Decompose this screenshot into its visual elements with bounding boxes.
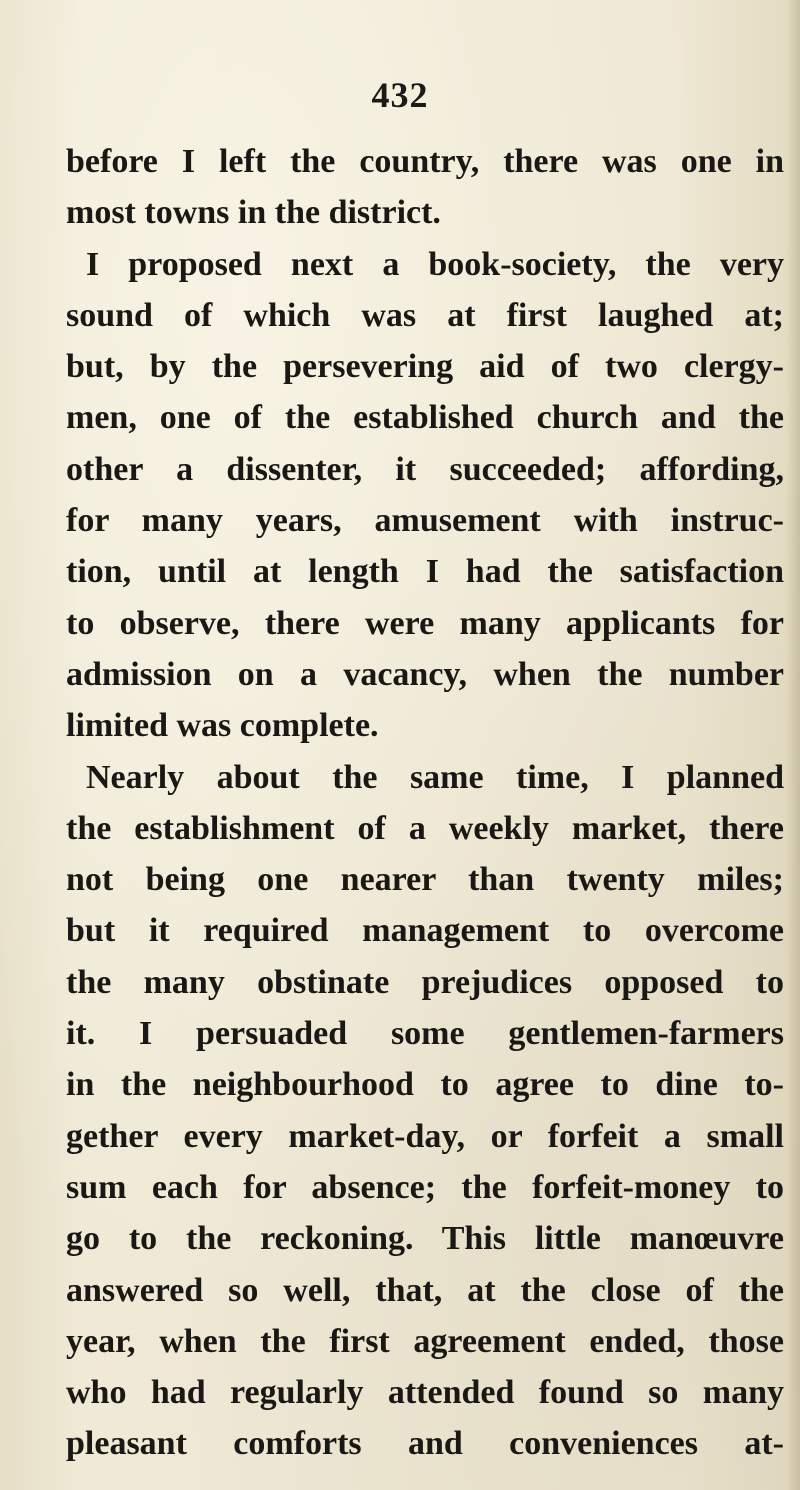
text-line: who had regularly attended found so many — [66, 1374, 784, 1412]
text-line: sum each for absence; the forfeit-money to — [66, 1168, 784, 1206]
text-line: pleasant comforts and conveniences at- — [66, 1425, 784, 1463]
text-line: to observe, there were many applicants for — [66, 604, 784, 642]
text-line: Nearly about the same time, I planned — [86, 758, 784, 796]
text-line: but it required management to overcome — [66, 912, 784, 950]
text-line: it. I persuaded some gentlemen-farmers — [66, 1015, 784, 1053]
text-line: the many obstinate prejudices opposed to — [66, 963, 784, 1001]
text-line: men, one of the established church and the — [66, 399, 784, 437]
text-line: go to the reckoning. This little manœuvre — [66, 1220, 784, 1258]
text-line: before I left the country, there was one in — [66, 143, 784, 180]
text-line: the establishment of a weekly market, there — [66, 809, 784, 847]
text-line: sound of which was at first laughed at; — [66, 296, 784, 334]
text-line: admission on a vacancy, when the number — [66, 655, 784, 693]
text-line: not being one nearer than twenty miles; — [66, 861, 784, 899]
page-number: 432 — [371, 75, 429, 115]
text-line: for many years, amusement with instruc- — [66, 502, 784, 540]
text-line: other a dissenter, it succeeded; affording, — [66, 450, 784, 488]
text-line: in the neighbourhood to agree to dine to- — [66, 1066, 784, 1104]
text-line: answered so well, that, at the close of the — [66, 1271, 784, 1309]
body-text — [66, 136, 784, 1470]
page-edge-shadow — [786, 0, 800, 1490]
text-line: limited was complete. — [66, 707, 379, 745]
text-line: gether every market-day, or forfeit a small — [66, 1117, 784, 1155]
text-line: but, by the persevering aid of two clergy- — [66, 348, 784, 386]
text-line: most towns in the district. — [66, 194, 441, 232]
text-line: tion, until at length I had the satisfaction — [66, 553, 784, 591]
text-line: I proposed next a book-society, the very — [86, 245, 784, 283]
text-line: year, when the first agreement ended, those — [66, 1322, 784, 1360]
